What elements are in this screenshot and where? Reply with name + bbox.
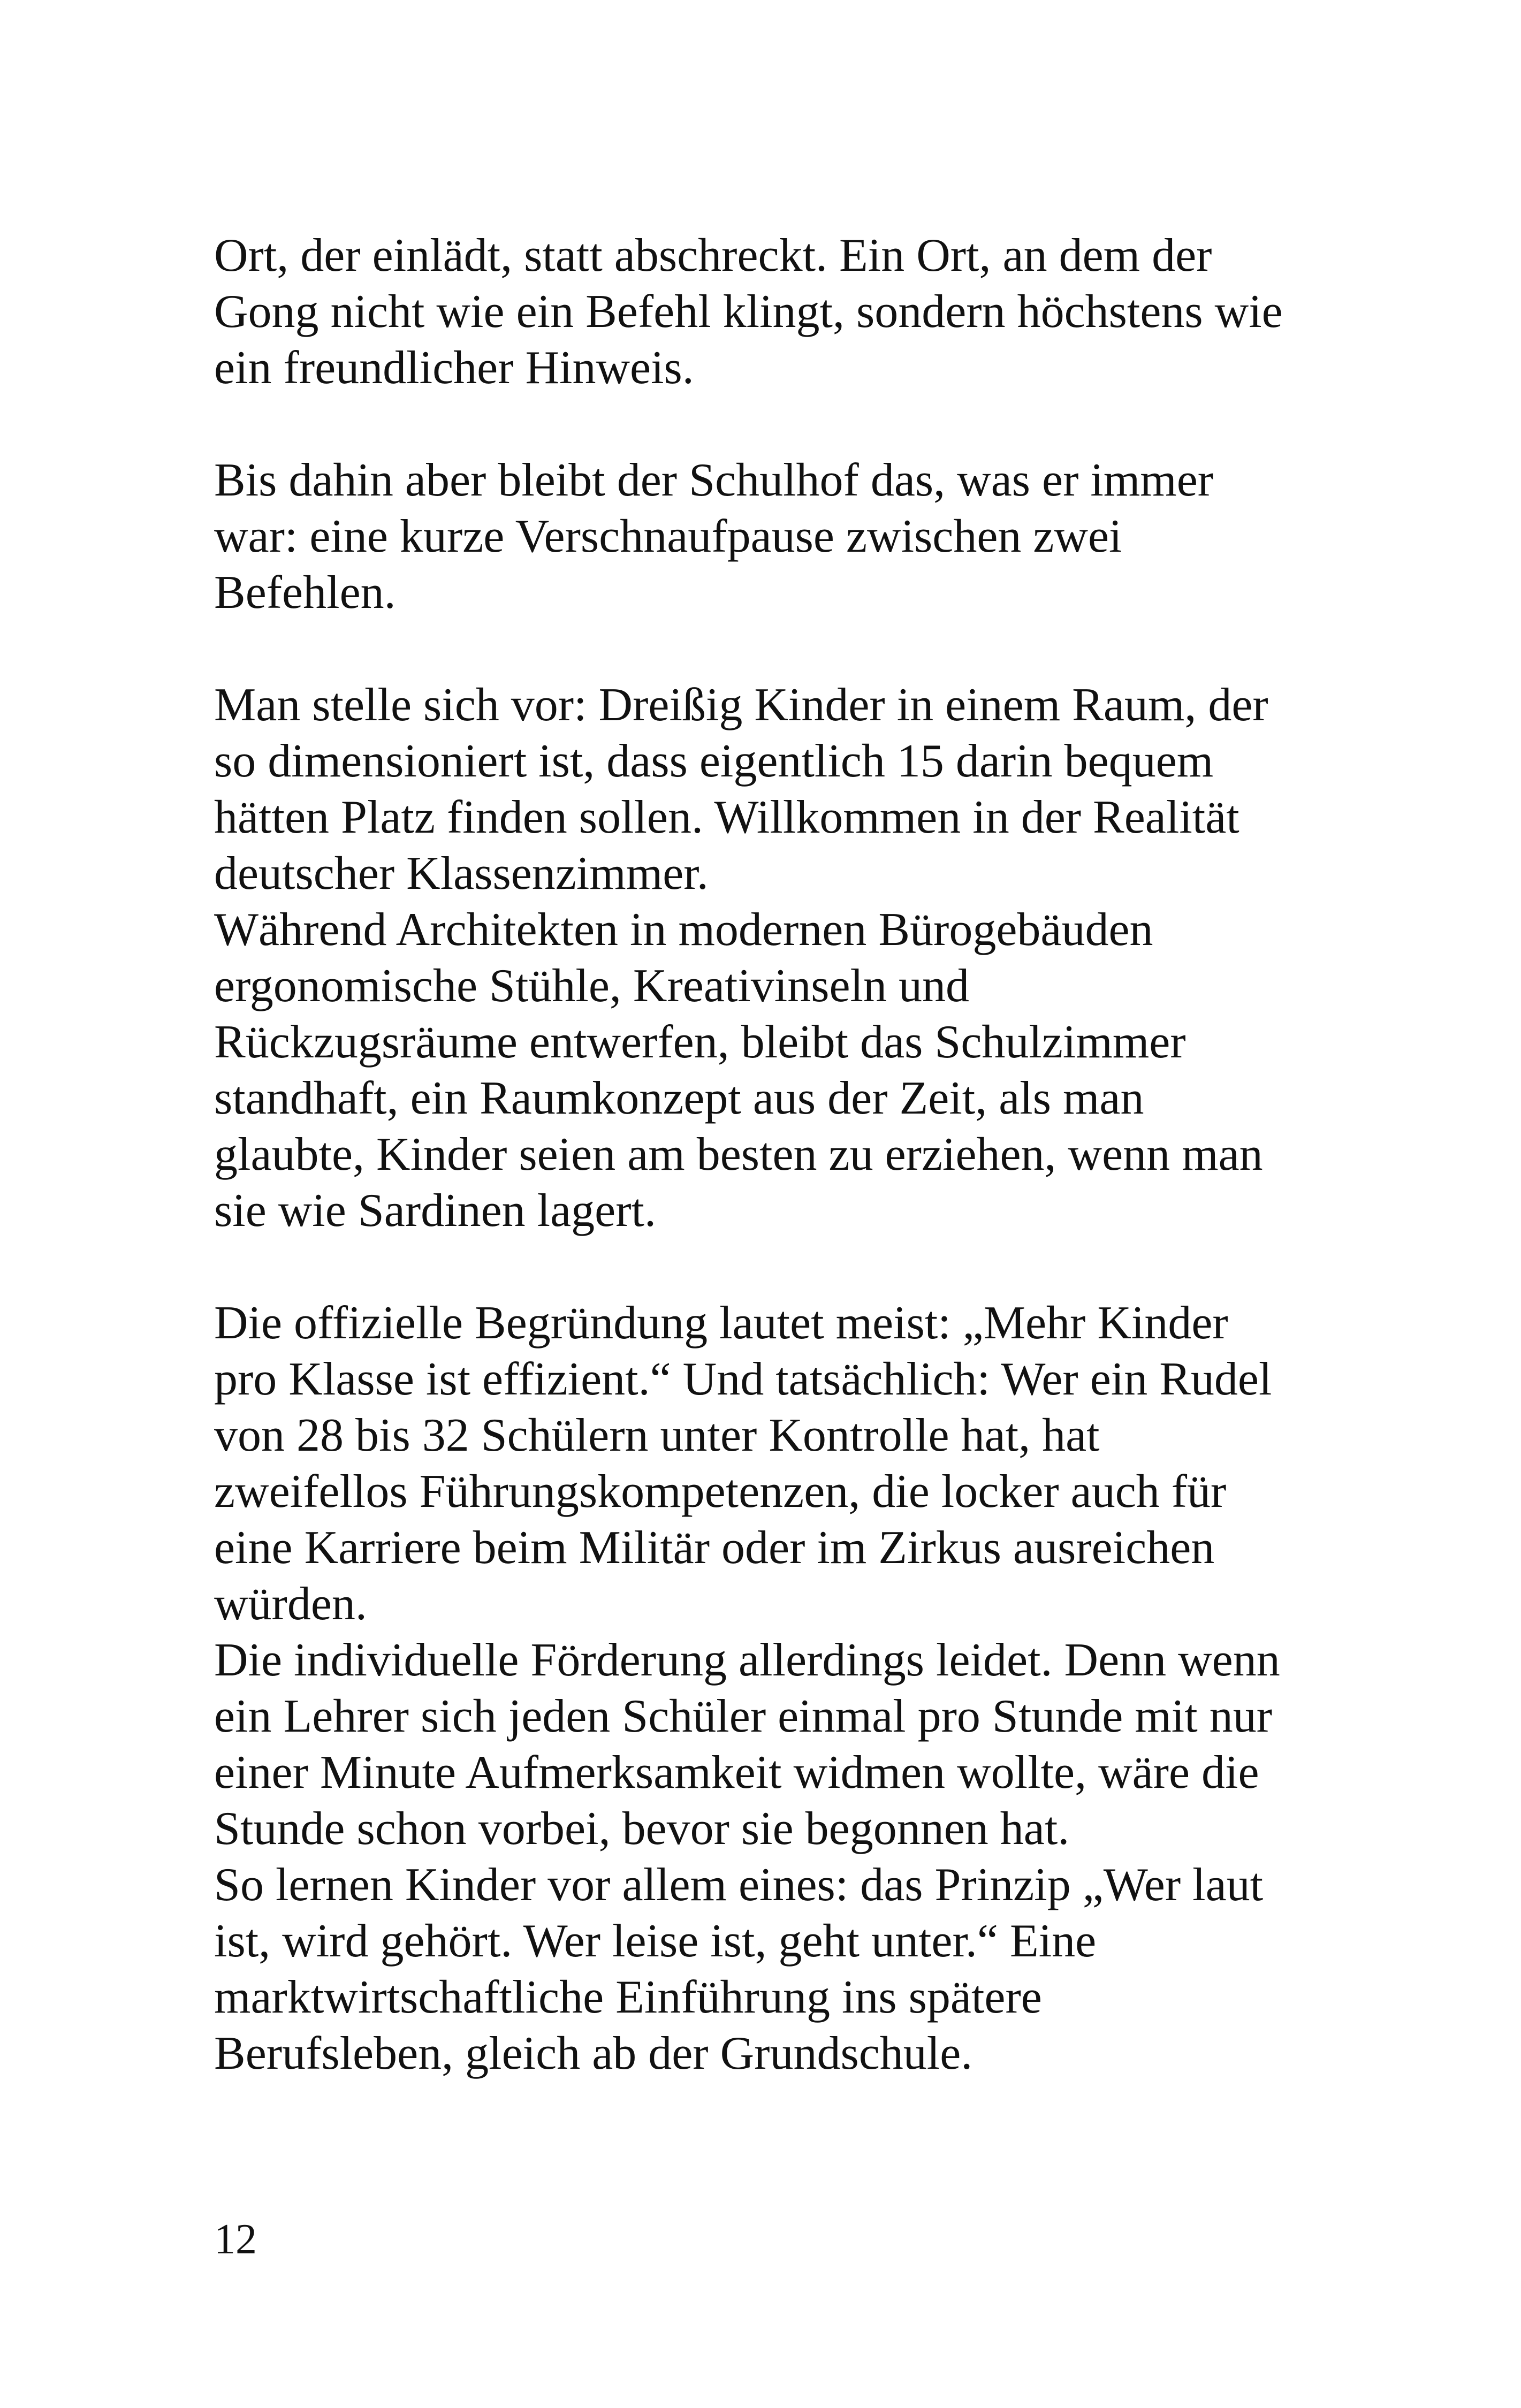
text-line: ein freundlicher Hinweis. xyxy=(214,342,694,394)
text-line: war: eine kurze Verschnaufpause zwischen zwei xyxy=(214,510,1122,562)
text-line: Man stelle sich vor: Dreißig Kinder in einem Raum, der xyxy=(214,679,1268,731)
text-line: ein Lehrer sich jeden Schüler einmal pro Stunde mit nur xyxy=(214,1690,1272,1742)
text-line: marktwirtschaftliche Einführung ins spätere xyxy=(214,1971,1042,2023)
text-line: von 28 bis 32 Schülern unter Kontrolle hat, hat xyxy=(214,1409,1100,1461)
text-line: standhaft, ein Raumkonzept aus der Zeit, als man xyxy=(214,1072,1144,1124)
text-line: pro Klasse ist effizient.“ Und tatsächlich: Wer ein Rudel xyxy=(214,1353,1272,1405)
text-line: würden. xyxy=(214,1578,367,1630)
text-line: Berufsleben, gleich ab der Grundschule. xyxy=(214,2028,973,2079)
text-line: deutscher Klassenzimmer. xyxy=(214,848,709,900)
text-line: Während Architekten in modernen Bürogebäuden xyxy=(214,904,1153,956)
text-line: zweifellos Führungskompetenzen, die locker auch für xyxy=(214,1466,1227,1518)
text-line: glaubte, Kinder seien am besten zu erziehen, wenn man xyxy=(214,1129,1263,1180)
paragraph-spacer xyxy=(214,396,1338,452)
paragraph xyxy=(214,677,1338,1239)
text-line: Ort, der einlädt, statt abschreckt. Ein Ort, an dem der xyxy=(214,230,1212,281)
text-line: Stunde schon vorbei, bevor sie begonnen hat. xyxy=(214,1803,1070,1855)
text-line: Die offizielle Begründung lautet meist: „Mehr Kinder xyxy=(214,1297,1228,1349)
paragraph xyxy=(214,1295,1338,2082)
paragraph-spacer xyxy=(214,1239,1338,1295)
text-line: Gong nicht wie ein Befehl klingt, sondern höchstens wie xyxy=(214,286,1283,338)
text-line: ist, wird gehört. Wer leise ist, geht unter.“ Eine xyxy=(214,1915,1097,1967)
body-text xyxy=(214,227,1338,2082)
text-line: sie wie Sardinen lagert. xyxy=(214,1185,656,1237)
text-line: Befehlen. xyxy=(214,567,396,619)
text-line: einer Minute Aufmerksamkeit widmen wollte, wäre die xyxy=(214,1747,1259,1799)
text-line: Bis dahin aber bleibt der Schulhof das, was er immer xyxy=(214,454,1214,506)
text-line: Die individuelle Förderung allerdings leidet. Denn wenn xyxy=(214,1634,1280,1686)
page-number: 12 xyxy=(214,2216,257,2263)
paragraph xyxy=(214,452,1338,621)
paragraph xyxy=(214,227,1338,396)
text-line: eine Karriere beim Militär oder im Zirkus ausreichen xyxy=(214,1522,1215,1574)
text-line: So lernen Kinder vor allem eines: das Prinzip „Wer laut xyxy=(214,1859,1264,1911)
paragraph-spacer xyxy=(214,621,1338,677)
text-line: ergonomische Stühle, Kreativinseln und xyxy=(214,960,970,1012)
text-line: hätten Platz finden sollen. Willkommen in der Realität xyxy=(214,791,1239,843)
text-line: so dimensioniert ist, dass eigentlich 15 darin bequem xyxy=(214,735,1214,787)
text-line: Rückzugsräume entwerfen, bleibt das Schulzimmer xyxy=(214,1016,1186,1068)
